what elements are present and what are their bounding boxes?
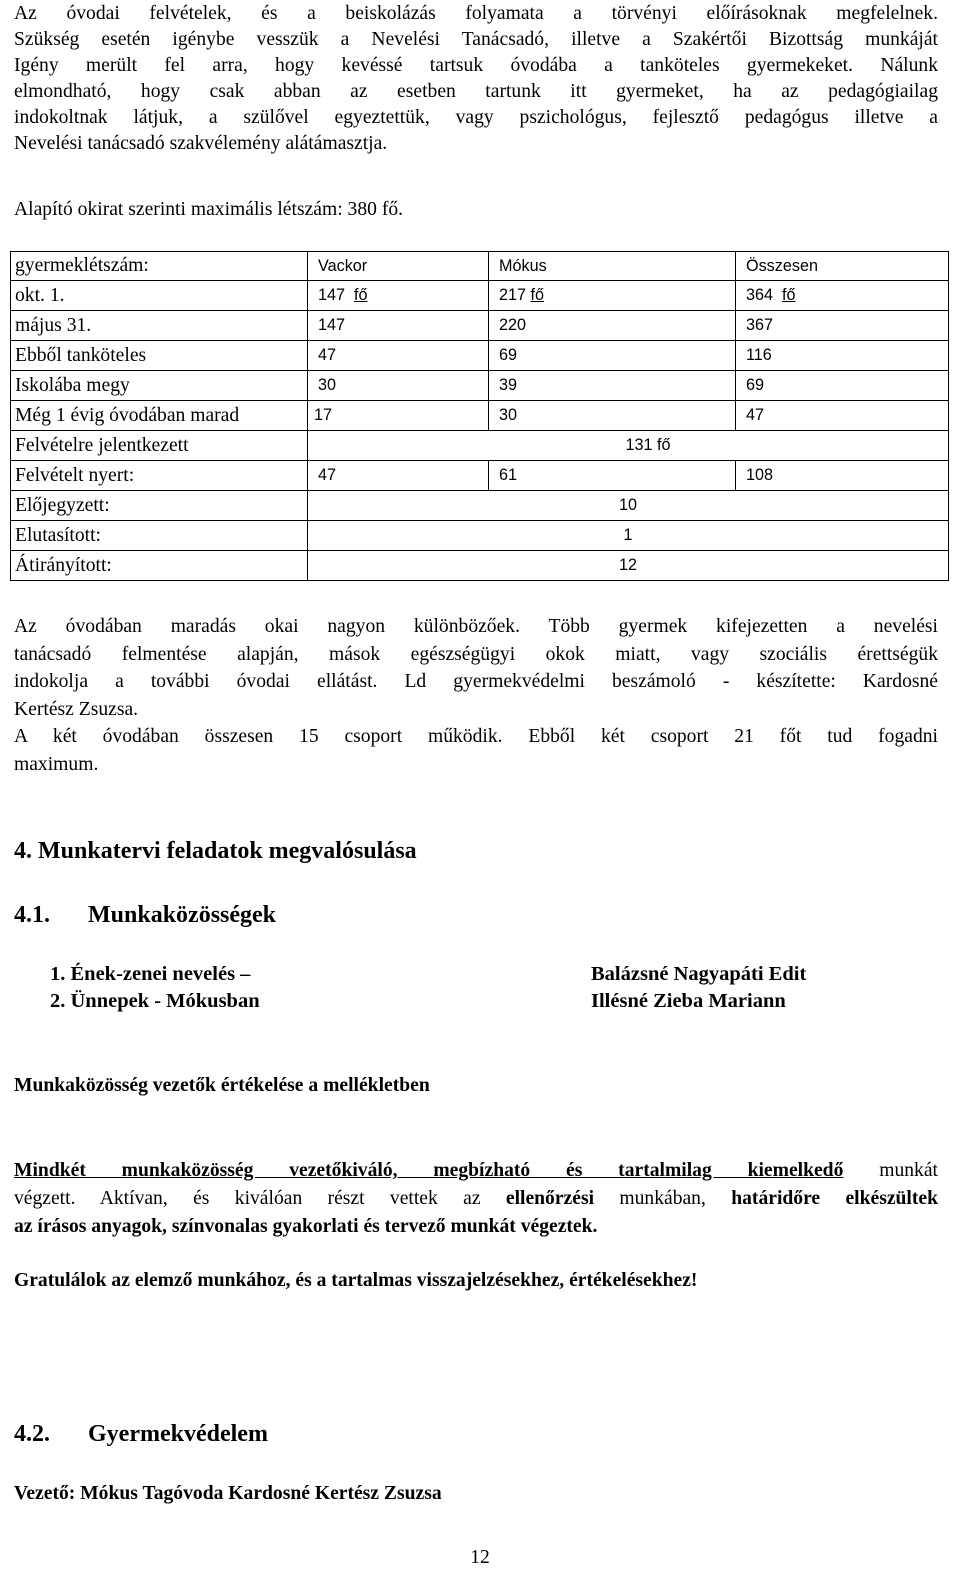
cell-vackor: 147 fő (308, 281, 489, 311)
paragraph-line: tanácsadó felmentése alapján, mások egészségügyi okok miatt, vagy szociális érettségük (14, 643, 938, 665)
paragraph-line: indokolja a további óvodai ellátást. Ld gyermekvédelmi beszámoló - készítette: Kardosné (14, 671, 938, 692)
intro-line: indokoltnak látjuk, a szülővel egyeztettük, vagy pszichológus, fejlesztő pedagógus illetve a (14, 107, 938, 128)
table-row (11, 371, 949, 401)
cell-vackor: 30 (308, 371, 489, 401)
table-row (11, 491, 949, 521)
page-number: 12 (470, 1547, 490, 1568)
paragraph-line: Az óvodában maradás okai nagyon különbözőek. Több gyermek kifejezetten a nevelési (14, 616, 938, 637)
praise-line: az írásos anyagok, színvonalas gyakorlati és tervező munkát végeztek. (14, 1216, 598, 1237)
after-table-paragraph (14, 613, 938, 778)
cell-total: 367 (736, 311, 949, 341)
intro-line: Az óvodai felvételek, és a beiskolázás folyamata a törvényi előírásoknak megfelelnek. (14, 3, 938, 24)
cell-merged: 1 (308, 521, 949, 551)
table-header-mokus: Mókus (489, 252, 736, 281)
child-protection-leader: Vezető: Mókus Tagóvoda Kardosné Kertész Zsuzsa (14, 1483, 442, 1504)
community-leader: Illésné Zieba Mariann (591, 990, 786, 1012)
paragraph-line: Kertész Zsuzsa. (14, 698, 139, 720)
congratulation-text: Gratulálok az elemző munkához, és a tartalmas visszajelzésekhez, értékelésekhez! (14, 1270, 698, 1291)
paragraph-line: A két óvodában összesen 15 csoport működik. Ebből két csoport 21 főt tud fogadni (14, 726, 938, 747)
cell-vackor: 47 (308, 341, 489, 371)
table-row (11, 551, 949, 581)
section-4-1-heading (14, 902, 276, 929)
table-row (11, 341, 949, 371)
cell-total: 116 (736, 341, 949, 371)
row-label: Felvételre jelentkezett (11, 431, 308, 461)
table-row (11, 461, 949, 491)
table-header-total: Összesen (736, 252, 949, 281)
row-label: Előjegyzett: (11, 491, 308, 521)
row-label: Átirányított: (11, 551, 308, 581)
praise-line: végzett. Aktívan, és kiválóan részt vettek az ellenőrzési munkában, határidőre elkészültek (14, 1188, 938, 1209)
row-label: Felvételt nyert: (11, 461, 308, 491)
community-name: Ünnepek - Mókusban (70, 990, 260, 1012)
table-header-row (11, 252, 949, 281)
intro-line: Igény merült fel arra, hogy kevéssé tartsuk óvodába a tanköteles gyermekeket. Nálunk (14, 55, 938, 76)
paragraph-line: maximum. (14, 753, 99, 775)
evaluation-note: Munkaközösség vezetők értékelése a mellékletben (14, 1075, 430, 1096)
cell-merged: 12 (308, 551, 949, 581)
work-community-item: 2. Ünnepek - Mókusban (50, 990, 260, 1012)
row-label: Ebből tanköteles (11, 341, 308, 371)
section-4-2-heading (14, 1421, 268, 1448)
table-row (11, 311, 949, 341)
table-header-vackor: Vackor (308, 252, 489, 281)
row-label: Elutasított: (11, 521, 308, 551)
cell-total: 364 fő (736, 281, 949, 311)
enrollment-table (10, 251, 949, 581)
row-label: Még 1 évig óvodában marad (11, 401, 308, 431)
cell-mokus: 39 (489, 371, 736, 401)
cell-total: 47 (736, 401, 949, 431)
section-title: Gyermekvédelem (88, 1421, 268, 1447)
table-row (11, 281, 949, 311)
praise-paragraph (14, 1157, 938, 1241)
work-community-item: 1. Ének-zenei nevelés – (50, 963, 251, 985)
section-4-heading: 4. Munkatervi feladatok megvalósulása (14, 838, 417, 864)
table-row (11, 521, 949, 551)
praise-line: Mindkét munkaközösség vezetőkiváló, megbízható és tartalmilag kiemelkedő munkát (14, 1160, 938, 1181)
cell-mokus: 217 fő (489, 281, 736, 311)
intro-line: Szükség esetén igénybe vesszük a Nevelési Tanácsadó, illetve a Szakértői Bizottság munkáját (14, 29, 938, 50)
intro-line: elmondható, hogy csak abban az esetben tartunk itt gyermeket, ha az pedagógiailag (14, 81, 938, 102)
table-row (11, 431, 949, 461)
intro-line: Nevelési tanácsadó szakvélemény alátámasztja. (14, 133, 388, 154)
cell-mokus: 69 (489, 341, 736, 371)
cell-mokus: 61 (489, 461, 736, 491)
intro-paragraph (14, 1, 938, 157)
cell-vackor: 147 (308, 311, 489, 341)
capacity-text: Alapító okirat szerinti maximális létszám: 380 fő. (14, 199, 404, 220)
row-label: május 31. (11, 311, 308, 341)
community-name: Ének-zenei nevelés – (70, 963, 251, 985)
table-row (11, 401, 949, 431)
section-number: 4.2. (14, 1421, 50, 1447)
row-label: Iskolába megy (11, 371, 308, 401)
community-leader: Balázsné Nagyapáti Edit (591, 963, 807, 985)
section-title: Munkaközösségek (88, 902, 277, 928)
cell-mokus: 220 (489, 311, 736, 341)
cell-total: 69 (736, 371, 949, 401)
cell-merged: 10 (308, 491, 949, 521)
table-header-label: gyermeklétszám: (11, 252, 308, 281)
cell-total: 108 (736, 461, 949, 491)
cell-mokus: 30 (489, 401, 736, 431)
row-label: okt. 1. (11, 281, 308, 311)
cell-vackor: 17 (308, 401, 489, 431)
cell-merged: 131 fő (308, 431, 949, 461)
section-number: 4.1. (14, 902, 50, 928)
cell-vackor: 47 (308, 461, 489, 491)
